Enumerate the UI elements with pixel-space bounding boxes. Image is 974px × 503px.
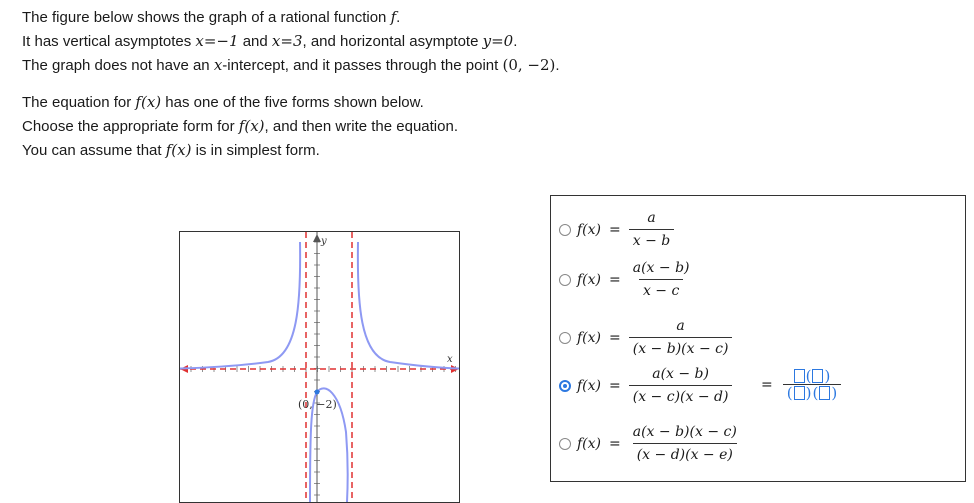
- equals-sign: =: [609, 377, 621, 394]
- answer-factor-slot[interactable]: [812, 369, 823, 383]
- open-paren: (: [805, 367, 812, 385]
- equals-sign: =: [609, 221, 621, 238]
- assume-text-1: You can assume that: [22, 142, 166, 159]
- denominator: (x − d)(x − e): [633, 443, 737, 463]
- no-intercept-text: The graph does not have an: [22, 57, 214, 74]
- answer-choices-panel: [550, 195, 966, 482]
- answer-coefficient-slot[interactable]: [794, 369, 805, 383]
- choice-5[interactable]: [559, 424, 741, 463]
- assume-text-2: is in simplest form.: [191, 142, 320, 159]
- close-paren: ): [805, 384, 812, 402]
- choice-fraction: [629, 260, 694, 299]
- answer-fraction: [783, 368, 841, 401]
- intro-text: The figure below shows the graph of a rational function: [22, 9, 391, 26]
- fx-2: f(x): [238, 117, 265, 135]
- numerator: a(x − b)(x − c): [632, 424, 737, 440]
- numerator: a: [647, 210, 656, 226]
- curve-left-branch: [180, 242, 300, 369]
- answer-entry: [761, 368, 841, 401]
- radio-button[interactable]: [559, 332, 571, 344]
- vertical-asymptote-1: x=−1: [195, 32, 239, 50]
- denominator: x − c: [639, 279, 683, 299]
- y-axis-label: y: [321, 236, 327, 247]
- fx-1: f(x): [135, 93, 162, 111]
- radio-button[interactable]: [559, 224, 571, 236]
- close-paren: ): [831, 384, 838, 402]
- graph-panel: [179, 231, 460, 503]
- point-label: (0, −2): [298, 398, 337, 411]
- equals-sign: =: [609, 329, 621, 346]
- problem-line-4: [22, 93, 424, 111]
- close-paren: ): [824, 367, 831, 385]
- period-2: .: [513, 33, 518, 50]
- point-marker: [315, 390, 320, 395]
- choice-lhs: f(x): [577, 329, 602, 346]
- and-text: and: [238, 33, 272, 50]
- vertical-asymptote-2: x=3: [271, 32, 303, 50]
- choice-fraction: [629, 210, 675, 249]
- equation-text-1: The equation for: [22, 94, 136, 111]
- choose-text-2: , and then write the equation.: [264, 118, 458, 135]
- choice-3[interactable]: [559, 318, 732, 357]
- choice-fraction: [629, 366, 733, 405]
- problem-line-5: [22, 117, 458, 135]
- period-3: .: [555, 57, 560, 74]
- period: .: [396, 9, 401, 26]
- choice-fraction: [629, 424, 741, 463]
- radio-button[interactable]: [559, 274, 571, 286]
- problem-line-2: [22, 32, 517, 50]
- y-axis-arrow-up: [313, 234, 321, 242]
- denominator: (x − b)(x − c): [629, 337, 733, 357]
- x-var: x: [213, 56, 223, 74]
- denominator: x − b: [629, 229, 675, 249]
- choice-lhs: f(x): [577, 377, 602, 394]
- equation-text-2: has one of the five forms shown below.: [161, 94, 424, 111]
- answer-factor-slot[interactable]: [819, 386, 830, 400]
- numerator: a(x − b): [632, 260, 690, 276]
- function-name: f: [390, 8, 397, 26]
- curve-right-branch: [358, 242, 459, 369]
- numerator: a: [676, 318, 685, 334]
- numerator: a(x − b): [652, 366, 709, 382]
- answer-factor-slot[interactable]: [794, 386, 805, 400]
- point-text: (0, −2): [502, 56, 556, 74]
- radio-button[interactable]: [559, 438, 571, 450]
- open-paren: (: [812, 384, 819, 402]
- choice-1[interactable]: [559, 210, 674, 249]
- choice-lhs: f(x): [577, 271, 602, 288]
- denominator: (x − c)(x − d): [629, 385, 733, 405]
- fx-3: f(x): [165, 141, 192, 159]
- choice-lhs: f(x): [577, 221, 602, 238]
- problem-line-3: [22, 56, 560, 74]
- answer-equals: =: [761, 376, 773, 393]
- equals-sign: =: [609, 271, 621, 288]
- horizontal-text: , and horizontal asymptote: [302, 33, 483, 50]
- choice-fraction: [629, 318, 733, 357]
- open-paren: (: [786, 384, 793, 402]
- choice-2[interactable]: [559, 260, 694, 299]
- answer-numerator: [790, 368, 835, 384]
- graph-svg: [180, 232, 459, 502]
- answer-denerator: [783, 384, 841, 401]
- problem-line-1: [22, 8, 400, 26]
- horizontal-asymptote: y=0: [482, 32, 514, 50]
- x-axis-label: x: [447, 354, 453, 365]
- choice-4[interactable]: [559, 366, 732, 405]
- choice-lhs: f(x): [577, 435, 602, 452]
- choose-text-1: Choose the appropriate form for: [22, 118, 239, 135]
- intercept-text: -intercept, and it passes through the point: [222, 57, 503, 74]
- radio-button[interactable]: [559, 380, 571, 392]
- problem-line-6: [22, 141, 320, 159]
- asymptotes-text: It has vertical asymptotes: [22, 33, 196, 50]
- equals-sign: =: [609, 435, 621, 452]
